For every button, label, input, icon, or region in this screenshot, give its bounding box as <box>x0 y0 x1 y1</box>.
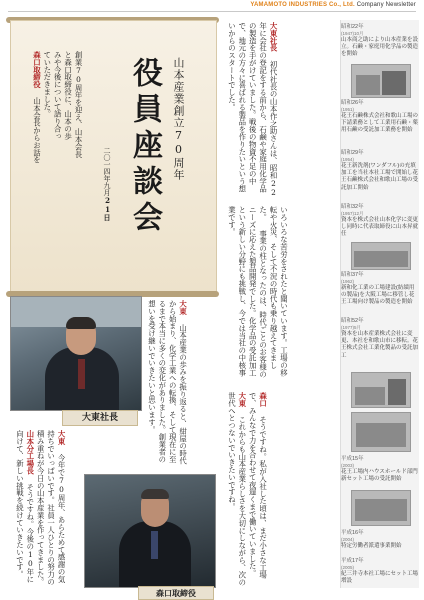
p3-speaker: 山本分工場長 <box>25 430 35 475</box>
c4-text: そうですね。私が入社した頃は、まだ小さな工場で、みんなで力を合わせて夜遅くまで働いていました。 <box>248 392 268 579</box>
timeline-desc: 特定労働者派遣事業開始 <box>341 543 402 549</box>
date-day: 21日 <box>103 196 112 221</box>
intro-line-2: と森口取締役に、山本の歩 <box>63 51 73 140</box>
timeline-year: 平成17年 <box>341 558 364 564</box>
intro-line-1: 創業70周年を迎え、山本会長 <box>74 51 84 158</box>
right-column-3 <box>226 392 268 588</box>
timeline-year: 昭和29年 <box>341 150 364 156</box>
intro-text <box>31 51 83 301</box>
timeline-entry <box>341 558 419 585</box>
timeline-year: 平成15年 <box>341 456 364 462</box>
timeline-year: 昭和52年 <box>341 318 364 324</box>
right-column-2 <box>226 206 288 382</box>
chairman-photo <box>10 296 142 411</box>
intro-speaker: 森口取締役 <box>32 51 42 88</box>
timeline-year: 昭和26年 <box>341 100 364 106</box>
timeline-year-sub: (1954) <box>341 157 355 162</box>
timeline-photo-workers <box>351 412 411 452</box>
left-paragraph-1 <box>146 300 188 470</box>
c4-speaker: 森口 <box>258 392 268 407</box>
title-block <box>10 20 217 294</box>
subtitle: 山本産業創立70周年 <box>172 57 185 181</box>
p3-text: そうですね。今後の10年に向けて、新しい挑戦を続けていきたいです。 <box>15 430 35 583</box>
timeline-entry <box>341 456 419 483</box>
article-date <box>103 147 111 221</box>
c2-text: いろいろな苦労をされたと聞いています。工場の移転や火災、そして不況の時代も乗り越えてきました。 <box>258 206 289 377</box>
intro-line-4: ていただきました。 <box>42 51 52 118</box>
timeline-year-sub: (2003) <box>341 463 355 468</box>
p1-speaker: 大東 <box>178 300 188 315</box>
timeline-year: 昭和37年 <box>341 272 364 278</box>
date-prefix: 二〇一四年九月 <box>103 147 111 196</box>
timeline-year-sub: (1947)10月 <box>341 31 364 36</box>
p2-speaker: 大東 <box>57 430 67 445</box>
c5-speaker: 大東 <box>237 392 247 407</box>
timeline-year-sub: (2004) <box>341 537 355 542</box>
header-company: YAMAMOTO INDUSTRIES Co., Ltd. <box>250 2 355 8</box>
left-paragraph-2 <box>14 430 66 590</box>
timeline-photo-factory <box>351 64 411 98</box>
header-text <box>250 2 416 8</box>
timeline-desc: 花王新洗剤(ワンダフル)の充填加工を当社本社工場で開始し花王石鹸株式会社和歌山工場の受託加工開始 <box>341 163 419 191</box>
p1-text: 山本産業の歩みを振り返ると、紺屋の時代から始まり、化学工業への転換、そして現在に至るまで本当に多くの変化がありました。創業者の想いを受け継いでいきたいと思います。 <box>147 300 188 465</box>
timeline-year-sub: (1957)12月 <box>341 211 364 216</box>
timeline-year: 平成16年 <box>341 530 364 536</box>
right-column-1 <box>226 22 278 198</box>
timeline-desc: 資本を株式会社山本化学に変更し同時に代表取締役に山本昇就任 <box>341 217 419 238</box>
timeline-entry <box>341 100 419 135</box>
timeline-year-sub: (1962) <box>341 279 355 284</box>
timeline-desc: 山本商之助により山本産業を設立。石鹸・家庭用化学品の製造を開始 <box>341 37 419 58</box>
timeline-desc: 紀三井寺本社工場にセット工場増設 <box>341 571 419 585</box>
timeline-year-sub: (2005) <box>341 565 355 570</box>
history-timeline <box>340 20 419 588</box>
timeline-year: 昭和32年 <box>341 204 364 210</box>
header-label: Company Newsletter <box>356 2 416 8</box>
intro-speaker-text: 山本会長からお話を <box>32 97 42 164</box>
c5-text: これからも山本産業らしさを大切にしながら、次の世代へとつないでいきたいですね。 <box>227 392 247 587</box>
timeline-entry <box>341 272 419 307</box>
timeline-year-sub: (1951) <box>341 107 355 112</box>
timeline-year: 昭和22年 <box>341 24 364 30</box>
timeline-entry <box>341 24 419 59</box>
timeline-photo-building <box>351 242 411 270</box>
intro-line-3: みや今後について語り合っ <box>53 51 63 140</box>
director-caption: 森口取締役 <box>138 586 214 600</box>
timeline-year-sub: (1977)5月 <box>341 325 362 330</box>
chairman-caption: 大東社長 <box>62 410 138 426</box>
timeline-photo-line <box>351 490 411 526</box>
director-photo <box>84 474 216 588</box>
header-rule <box>8 11 416 12</box>
timeline-entry <box>341 150 419 192</box>
c1-speaker: 大東社長 <box>269 22 279 52</box>
timeline-desc: 新和化工業の工場建設(紡績用の製品)を大阪工場に移管し花王工場向け製品の製造を開始 <box>341 285 415 306</box>
newsletter-header <box>0 0 424 13</box>
p2-text: 今年で70周年、あらためて感謝の気持ちでいっぱいです。社員一人ひとりの努力の積み重ねが今日の山本産業を作ってきました。 <box>36 430 67 586</box>
timeline-desc: 資本を山本産業株式会社に変更、本社を和歌山市に移転。花王株式会社工業化製品の受託加工 <box>341 331 419 359</box>
timeline-entry <box>341 204 419 239</box>
timeline-entry <box>341 318 419 360</box>
timeline-desc: 花王石鹸株式会社和歌山工場の下請業務として工業用石鹸・薬用石鹸の受託加工業務を開始 <box>341 113 419 134</box>
timeline-photo-plant <box>351 372 411 408</box>
c1-text: 初代社長の山本作之助さんは、昭和22年に会社の登記をする前から、石鹸や家庭用化学品の製造を手がけていました。戦後の物資不足の中で、地元の方々に喜ばれる製品を作りたいという想いからのスタートでした。 <box>227 22 279 198</box>
timeline-entry <box>341 530 419 550</box>
main-title: 役員座談会 <box>127 57 162 237</box>
c3-text: 事業の柱となったのは、時代ごとのお客様のニーズに応えた製品開発でした。化学品の受託加工という新しい分野にも挑戦し、今では当社の中核事業です。 <box>227 206 268 378</box>
timeline-desc: 花王工場内ハウスホールド部門新セット工場の受託開始 <box>341 469 418 483</box>
